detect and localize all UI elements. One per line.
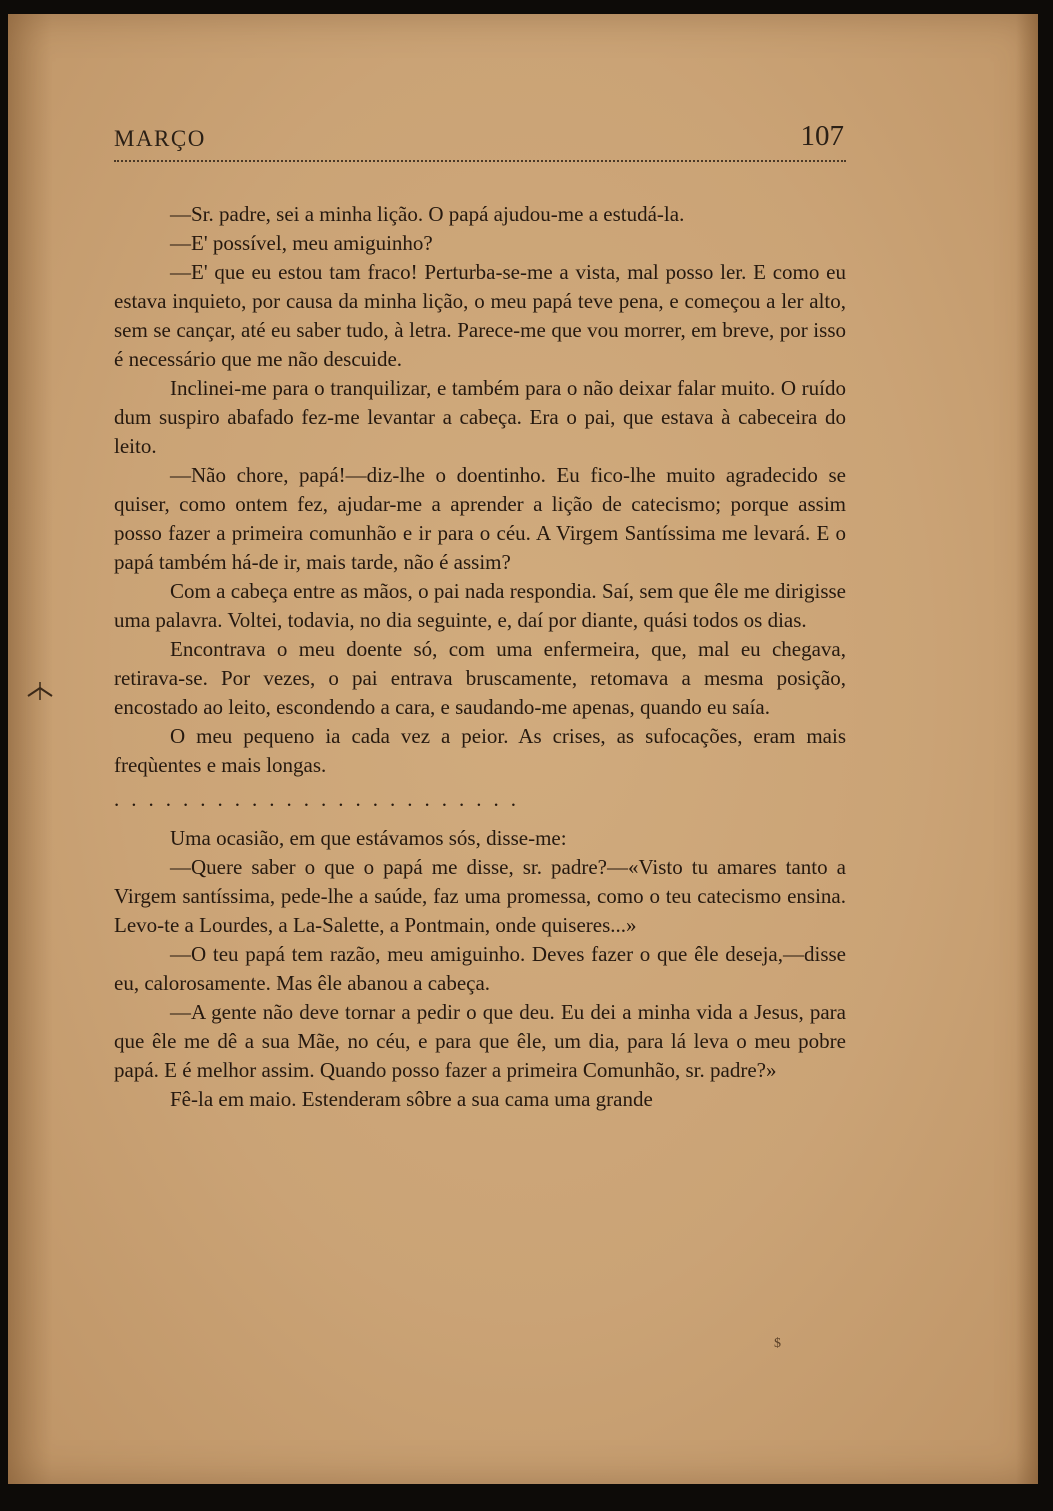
- paragraph: Uma ocasião, em que estávamos sós, disse-me:: [170, 826, 567, 850]
- section-separator: ........................: [114, 787, 528, 811]
- paragraph: —Quere saber o que o papá me disse, sr. padre?—«Visto tu amares tanto a Virgem santíssima, pede-lhe a saúde, faz uma promessa, como o teu catecismo ensina. Levo-te a Lourdes, a La-Salette, a Pontmain, onde quiseres...»: [114, 855, 846, 937]
- paragraph: O meu pequeno ia cada vez a peior. As crises, as sufocações, eram mais freqùentes e mais longas.: [114, 724, 846, 777]
- paragraph: Encontrava o meu doente só, com uma enfermeira, que, mal eu chegava, retirava-se. Por vezes, o pai entrava bruscamente, retomava a mesma posição, encostado ao leito, escondendo a cara, e saudando-me apenas, quando eu saía.: [114, 637, 846, 719]
- body-text: [114, 200, 846, 1114]
- signature-mark: $: [774, 1336, 781, 1351]
- page-header: [114, 114, 844, 154]
- binding-thread-mark: [26, 680, 54, 702]
- paragraph: —E' que eu estou tam fraco! Perturba-se-me a vista, mal posso ler. E como eu estava inquieto, por causa da minha lição, o meu papá teve pena, e começou a ler alto, sem se cançar, até eu saber tudo, à letra. Parece-me que vou morrer, em breve, por isso é necessário que me não descuide.: [114, 260, 846, 371]
- page-edge-shadow: [1016, 14, 1038, 1484]
- paragraph: —A gente não deve tornar a pedir o que deu. Eu dei a minha vida a Jesus, para que êle me dê a sua Mãe, no céu, e para que êle, um dia, para lá leva o meu pobre papá. E é melhor assim. Quando posso fazer a primeira Comunhão, sr. padre?»: [114, 1000, 846, 1082]
- paragraph: Com a cabeça entre as mãos, o pai nada respondia. Saí, sem que êle me dirigisse uma palavra. Voltei, todavia, no dia seguinte, e, daí por diante, quási todos os dias.: [114, 579, 846, 632]
- paragraph: —Não chore, papá!—diz-lhe o doentinho. Eu fico-lhe muito agradecido se quiser, como ontem fez, ajudar-me a aprender a lição de catecismo; porque assim posso fazer a primeira comunhão e ir para o céu. A Virgem Santíssima me levará. E o papá também há-de ir, mais tarde, não é assim?: [114, 463, 846, 574]
- paragraph: —O teu papá tem razão, meu amiguinho. Deves fazer o que êle deseja,—disse eu, calorosamente. Mas êle abanou a cabeça.: [114, 942, 846, 995]
- header-rule: [114, 160, 846, 162]
- paragraph: —E' possível, meu amiguinho?: [170, 231, 433, 255]
- running-head: MARÇO: [114, 126, 206, 151]
- page-number: 107: [800, 120, 844, 152]
- paragraph: Fê-la em maio. Estenderam sôbre a sua cama uma grande: [170, 1087, 653, 1111]
- paragraph: —Sr. padre, sei a minha lição. O papá ajudou-me a estudá-la.: [170, 202, 685, 226]
- paragraph: Inclinei-me para o tranquilizar, e também para o não deixar falar muito. O ruído dum suspiro abafado fez-me levantar a cabeça. Era o pai, que estava à cabeceira do leito.: [114, 376, 846, 458]
- page-binding-shadow: [8, 14, 52, 1484]
